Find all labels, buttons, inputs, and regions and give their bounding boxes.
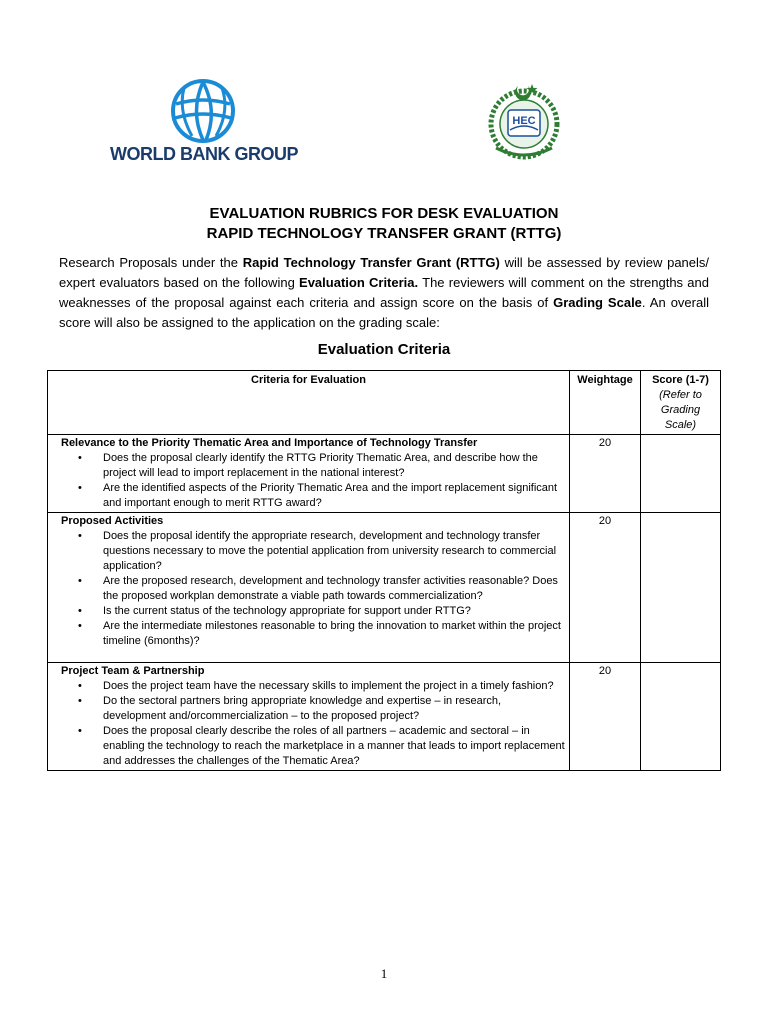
table-row xyxy=(48,435,721,513)
world-bank-group-wordmark: WORLD BANK GROUP xyxy=(110,144,298,164)
hec-logo xyxy=(482,78,566,162)
criteria-bullets xyxy=(52,679,565,769)
criteria-cell xyxy=(48,435,570,513)
criteria-bullets xyxy=(52,451,565,511)
table-row xyxy=(48,663,721,771)
intro-bold-grant-name: Rapid Technology Transfer Grant (RTTG) xyxy=(242,255,500,270)
weightage-cell: 20 xyxy=(570,435,641,513)
intro-bold-evaluation-criteria: Evaluation Criteria. xyxy=(299,275,419,290)
page-number: 1 xyxy=(380,966,388,981)
globe-icon xyxy=(170,78,236,144)
criteria-title: Proposed Activities xyxy=(61,515,164,527)
list-item: • Does the proposal clearly describe the roles of all partners – academic and sectoral – in enabling the technology to reach the marketplace in a manner that leads to import replacement and addresses the challenges of the Thematic Area? xyxy=(103,724,565,769)
header-score-label: Score (1-7) xyxy=(652,374,709,386)
table-header-row xyxy=(48,371,721,435)
criteria-title: Project Team & Partnership xyxy=(61,665,205,677)
header-criteria: Criteria for Evaluation xyxy=(48,371,570,435)
document-title-line-2: RAPID TECHNOLOGY TRANSFER GRANT (RTTG) xyxy=(206,225,562,242)
hec-logo-text: HEC xyxy=(512,115,536,127)
intro-bold-grading-scale: Grading Scale xyxy=(553,295,642,310)
criteria-bullets xyxy=(52,529,565,649)
criteria-cell xyxy=(48,513,570,663)
intro-text: . An overall score will also be assigned to the application on the grading scale: xyxy=(59,295,709,330)
header-weightage: Weightage xyxy=(570,371,641,435)
header-score xyxy=(641,371,721,435)
document-title-line-1: EVALUATION RUBRICS FOR DESK EVALUATION xyxy=(209,205,559,222)
weightage-cell: 20 xyxy=(570,663,641,771)
score-cell xyxy=(641,663,721,771)
header-score-note: (Refer to Grading Scale) xyxy=(659,389,702,431)
criteria-cell xyxy=(48,663,570,771)
intro-text: The reviewers will comment on the strengths and weaknesses of the proposal against each criteria and assign score on the basis of xyxy=(59,275,709,310)
score-cell xyxy=(641,435,721,513)
evaluation-criteria-table xyxy=(47,370,721,771)
list-item: • Is the current status of the technology appropriate for support under RTTG? xyxy=(103,604,565,619)
criteria-title: Relevance to the Priority Thematic Area and Importance of Technology Transfer xyxy=(61,437,478,449)
intro-text: Research Proposals under the xyxy=(59,255,243,270)
intro-text: will be assessed by review panels/ expert evaluators based on the following xyxy=(59,255,710,290)
list-item: • Does the proposal clearly identify the RTTG Priority Thematic Area, and describe how the project will lead to import replacement in the national interest? xyxy=(103,451,565,481)
section-heading: Evaluation Criteria xyxy=(317,341,451,358)
table-row xyxy=(48,513,721,663)
list-item: • Do the sectoral partners bring appropriate knowledge and expertise – in research, development and/orcommercialization – to the proposed project? xyxy=(103,694,565,724)
list-item: • Are the intermediate milestones reasonable to bring the innovation to market within the project timeline (6months)? xyxy=(103,619,565,649)
weightage-cell: 20 xyxy=(570,513,641,663)
list-item: • Are the proposed research, development and technology transfer activities reasonable? Does the proposed workplan demonstrate a viable path towards commercialization? xyxy=(103,574,565,604)
score-cell xyxy=(641,513,721,663)
list-item: • Does the project team have the necessary skills to implement the project in a timely fashion? xyxy=(103,679,565,694)
row-spacer xyxy=(52,649,565,661)
list-item: • Are the identified aspects of the Priority Thematic Area and the import replacement significant and important enough to merit RTTG award? xyxy=(103,481,565,511)
intro-paragraph xyxy=(59,253,709,333)
world-bank-group-logo xyxy=(108,78,298,168)
list-item: • Does the proposal identify the appropriate research, development and technology transfer questions necessary to move the potential application from university research to commercial application? xyxy=(103,529,565,574)
